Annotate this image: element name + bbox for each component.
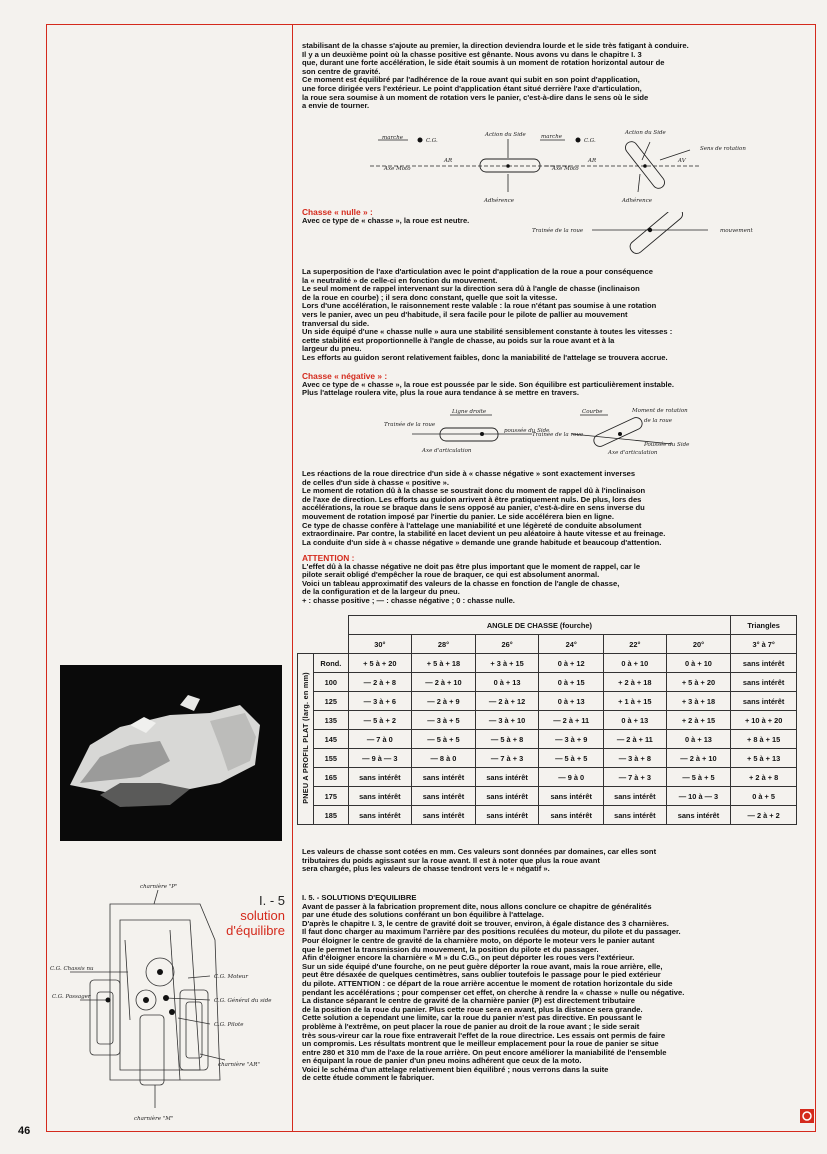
table-cell: + 5 à + 20	[348, 654, 412, 673]
table-cell: — 9 à — 3	[348, 749, 412, 768]
text-line: Ce moment est équilibré par l'adhérence de la roue avant qui subit en son point d'application,	[302, 75, 640, 85]
table-cell: — 2 à + 10	[666, 749, 731, 768]
label-charniere-m: charnière "M"	[134, 1116, 174, 1122]
table-cell: — 5 à + 5	[412, 730, 476, 749]
table-cell: — 2 à + 11	[604, 730, 667, 749]
label-moment-rotation: Moment de rotation	[632, 408, 688, 414]
table-cell: — 3 à + 8	[604, 749, 667, 768]
text-line: Un side équipé d'une « chasse nulle » aura une stabilité sensiblement constante à toutes les vitesses :	[302, 327, 673, 337]
text-line: de la roue en courbe) ; il sera donc constant, quelle que soit la vitesse.	[302, 292, 558, 302]
table-cell: sans intérêt	[539, 787, 604, 806]
table-cell: sans intérêt	[666, 806, 731, 825]
section-heading: ATTENTION :	[302, 553, 355, 563]
label-ar: AR	[444, 158, 453, 164]
table-cell: sans intérêt	[348, 806, 412, 825]
table-cell: sans intérêt	[731, 673, 797, 692]
text-line: que, durant une forte accélération, le side était soumis à un moment de rotation horizontal autour de	[302, 58, 665, 68]
page-number: 46	[18, 1125, 31, 1137]
text-line: Plus l'attelage roulera vite, plus la roue aura tendance à se mettre en travers.	[302, 388, 579, 398]
label-ar: AR	[588, 158, 597, 164]
section-heading: I. 5. - SOLUTIONS D'EQUILIBRE	[302, 893, 417, 902]
table-cell: 0 à + 13	[539, 692, 604, 711]
label-poussee: poussée du Side	[504, 428, 550, 434]
balance-schema	[50, 880, 290, 1130]
caster-angle-table	[297, 615, 797, 825]
angle-header: 28°	[412, 635, 476, 654]
row-label: 125	[314, 692, 348, 711]
text-line: de celles d'un side à chasse « positive ».	[302, 477, 449, 487]
row-label: 100	[314, 673, 348, 692]
text-line: Les efforts au guidon seront relativement faibles, donc la maniabilité de l'attelage se trouvera accrue.	[302, 352, 668, 362]
positive-caster-diagram	[360, 124, 780, 204]
table-cell: — 3 à + 5	[412, 711, 476, 730]
text-line: une force dirigée vers l'extérieur. Le point d'application étant situé derrière l'axe d'articulation,	[302, 83, 642, 93]
table-cell: sans intérêt	[412, 768, 476, 787]
label-axe-articulation: Axe d'articulation	[608, 450, 658, 456]
text-line: tributaires du poids agissant sur la roue avant. Il est à noter que plus la roue avant	[302, 855, 600, 865]
text-line: Afin d'éloigner encore la charnière « M » du C.G., on peut déporter les roues vers l'extérieur.	[302, 953, 635, 963]
table-cell: — 3 à + 10	[475, 711, 539, 730]
text-line: tranversal du side.	[302, 318, 370, 328]
diagram-right	[540, 130, 746, 204]
table-cell: sans intérêt	[348, 787, 412, 806]
text-line: Cette solution a cependant une limite, car la roue du panier n'est pas directive. En poussant le	[302, 1013, 642, 1023]
section-heading: Chasse « négative » :	[302, 371, 388, 381]
table-row	[298, 806, 797, 825]
angle-header: 24°	[539, 635, 604, 654]
table-cell: + 8 à + 15	[731, 730, 797, 749]
table-cell: — 5 à + 5	[539, 749, 604, 768]
label-charniere-p: charnière "P"	[140, 884, 178, 890]
table-cell: sans intérêt	[412, 806, 476, 825]
text-line: entre 280 et 310 mm de l'axe de la roue arrière. On peut encore améliorer la maniabilité de l'ensemble	[302, 1047, 667, 1057]
table-row	[298, 673, 797, 692]
label-ligne-droite: Ligne droite	[452, 409, 487, 415]
text-line: que le permet la transmission du mouvement, la position du pilote et du passager.	[302, 944, 599, 954]
text-line: très sous-vireur car la roue fixe entraverait l'effet de la roue directrice. Les essais ont permis de faire	[302, 1030, 666, 1040]
text-line: Les valeurs de chasse sont cotées en mm. Ces valeurs sont données par domaines, car elles sont	[302, 847, 657, 856]
text-line: de la position de la roue du panier. Plus cette roue sera en avant, plus la distance sera grande.	[302, 1004, 643, 1014]
table-cell: sans intérêt	[604, 787, 667, 806]
text-line: Il faut donc charger au maximum l'arrière par des positions reculées du moteur, du pilote et du passager.	[302, 927, 681, 937]
nulle-body	[302, 268, 812, 363]
row-label: 175	[314, 787, 348, 806]
diagram-left	[370, 132, 570, 204]
text-line: Voici un tableau approximatif des valeurs de la chasse en fonction de l'angle de chasse,	[302, 578, 620, 588]
table-cell: + 2 à + 8	[731, 768, 797, 787]
angle-header: 26°	[475, 635, 539, 654]
text-line: largeur du pneu.	[302, 344, 362, 354]
label-cg-passager: C.G. Passager	[52, 994, 91, 1000]
table-cell: sans intérêt	[412, 787, 476, 806]
table-cell: 0 à + 10	[666, 654, 731, 673]
table-cell: + 3 à + 18	[666, 692, 731, 711]
table-row	[298, 692, 797, 711]
text-line: Ce type de chasse confère à l'attelage une maniabilité et une légèreté de conduite absolument	[302, 520, 642, 530]
text-line: mouvement de rotation imposé par l'inertie du panier. Le side accélérera bien en ligne.	[302, 511, 614, 521]
text-line: par une étude des solutions conférant un bon équilibre à l'attelage.	[302, 910, 544, 920]
table-cell: — 7 à + 3	[604, 768, 667, 787]
label-sens-rotation: Sens de rotation	[700, 146, 746, 152]
text-line: sera chargée, plus les valeurs de chasse tendront vers le « négatif ».	[302, 864, 550, 874]
table-title: ANGLE DE CHASSE (fourche)	[348, 616, 731, 635]
text-line: extraordinaire. Par contre, la stabilité en lacet devient un peu aléatoire à haute vitesse et au freinage.	[302, 529, 666, 539]
label-axe-moto: Axe Moto	[552, 166, 579, 172]
table-cell: — 2 à + 9	[412, 692, 476, 711]
side-title-number: I. - 5	[258, 893, 285, 908]
table-cell: 0 à + 13	[666, 730, 731, 749]
label-marche: marche	[541, 134, 563, 140]
label-courbe: Courbe	[582, 409, 603, 415]
table-cell: sans intérêt	[604, 806, 667, 825]
text-line: Le seul moment de rappel intervenant sur la direction sera dû à l'angle de chasse (inclinaison	[302, 284, 640, 294]
table-cell: sans intérêt	[475, 768, 539, 787]
table-cell: — 8 à 0	[412, 749, 476, 768]
text-line: La distance séparant le centre de gravité de la charnière panier (P) est directement tributaire	[302, 996, 635, 1006]
text-line: accélérations, la roue se braque dans le sens opposé au panier, c'est-à-dire en sens inverse du	[302, 503, 645, 513]
vertical-label-cell	[298, 654, 314, 825]
text-line: pendant les accélérations ; pour compenser cet effet, on cherche à rendre la « chasse » nulle ou négative.	[302, 987, 685, 997]
text-line: en équipant la roue de panier d'un pneu moins adhérent que ceux de la moto.	[302, 1056, 582, 1066]
text-line: Il y a un deuxième point où la chasse positive est gênante. Nous avons vu dans le chapitre I. 3	[302, 49, 642, 59]
row-label: 155	[314, 749, 348, 768]
table-cell: 0 à + 10	[604, 654, 667, 673]
table-cell: — 2 à + 12	[475, 692, 539, 711]
table-cell: sans intérêt	[539, 806, 604, 825]
table-cell: + 2 à + 18	[604, 673, 667, 692]
text-line: son centre de gravité.	[302, 66, 381, 76]
angle-header: 20°	[666, 635, 731, 654]
table-row	[298, 787, 797, 806]
label-adherence: Adhérence	[484, 198, 515, 204]
text-line: Lors d'une accélération, le raisonnement reste valable : la roue n'étant pas soumise à une rotation	[302, 301, 657, 311]
table-cell: 0 à + 12	[539, 654, 604, 673]
row-label: 145	[314, 730, 348, 749]
text-line: L'effet dû à la chasse négative ne doit pas être plus important que le moment de rappel, car le	[302, 561, 641, 571]
table-cell: 0 à + 13	[475, 673, 539, 692]
table-cell: 0 à + 13	[604, 711, 667, 730]
table-cell: + 2 à + 15	[666, 711, 731, 730]
table-row	[298, 711, 797, 730]
table-cell: — 5 à + 5	[666, 768, 731, 787]
table-cell: — 9 à 0	[539, 768, 604, 787]
label-cg-general: C.G. Général du side	[214, 998, 272, 1004]
text-line: D'après le chapitre I. 3, le centre de gravité doit se trouver, environ, à égale distance des 3 charnières.	[302, 918, 669, 928]
table-row	[298, 730, 797, 749]
solutions-section	[302, 894, 812, 1083]
text-line: Voici le schéma d'un attelage relativement bien équilibré ; nous verrons dans la suite	[302, 1064, 609, 1074]
label-cg-chassis: C.G. Chassis nu	[50, 966, 94, 972]
text-line: Avec ce type de « chasse », la roue est poussée par le side. Son équilibre est particulièrement instable.	[302, 379, 674, 389]
text-line: pilote serait obligé d'empêcher la roue de braquer, ce qui est absolument anormal.	[302, 570, 600, 580]
text-line: a envie de tourner.	[302, 101, 370, 111]
text-line: La conduite d'un side à « chasse négative » demande une grande habitude et beaucoup d'attention.	[302, 537, 662, 547]
table-row	[298, 768, 797, 787]
label-axe-moto: Axe Moto	[384, 166, 411, 172]
label-cg-moteur: C.G. Moteur	[214, 974, 249, 980]
label-cg: C.G.	[426, 138, 438, 144]
angle-header: 30°	[348, 635, 412, 654]
negative-caster-diagram	[382, 404, 732, 459]
label-action-side: Action du Side	[625, 130, 666, 136]
diagram-courbe	[532, 408, 690, 456]
side-title-line: solution	[240, 908, 285, 923]
text-line: Sur un side équipé d'une fourche, on ne peut guère déporter la roue avant, mais la roue arrière, elle,	[302, 961, 663, 971]
table-row	[298, 749, 797, 768]
text-line: la « neutralité » de celle-ci en fonction du mouvement.	[302, 275, 498, 285]
text-line: Avec ce type de « chasse », la roue est neutre.	[302, 215, 470, 225]
table-cell: — 2 à + 11	[539, 711, 604, 730]
table-cell: — 3 à + 6	[348, 692, 412, 711]
vertical-label: PNEU A PROFIL PLAT (larg. en mm)	[301, 672, 311, 804]
text-line: du pilote. ATTENTION : ce départ de la roue arrière accentue le moment de rotation horizontale du side	[302, 978, 673, 988]
label-trainee: Trainée de la roue	[384, 422, 436, 428]
table-cell: + 5 à + 20	[666, 673, 731, 692]
column-separator	[292, 24, 293, 1132]
text-line: + : chasse positive ; — : chasse négative ; 0 : chasse nulle.	[302, 595, 515, 605]
text-line: Les réactions de la roue directrice d'un side à « chasse négative » sont exactement inverses	[302, 469, 636, 478]
table-cell: sans intérêt	[348, 768, 412, 787]
label-poussee: Poussée du Side	[644, 442, 690, 448]
table-cell: sans intérêt	[475, 787, 539, 806]
label-av: AV	[678, 158, 686, 164]
table-cell: 0 à + 15	[539, 673, 604, 692]
table-cell: — 5 à + 2	[348, 711, 412, 730]
table-cell: — 3 à + 9	[539, 730, 604, 749]
table-cell: — 10 à — 3	[666, 787, 731, 806]
text-line: Avant de passer à la fabrication proprement dite, nous allons conclure ce chapitre de généralités	[302, 901, 652, 911]
diagram-ligne-droite	[384, 409, 550, 454]
text-line: un compromis. Les résultats montrent que le meilleur emplacement pour la roue de panier se situe	[302, 1039, 659, 1049]
text-line: cette stabilité est proportionnelle à l'angle de chasse, au poids sur la roue avant et à la	[302, 335, 615, 345]
text-line: Pour éloigner le centre de gravité de la charnière moto, on déporte le moteur vers le panier autant	[302, 935, 655, 945]
table-cell: — 2 à + 10	[412, 673, 476, 692]
angle-header: 22°	[604, 635, 667, 654]
label-marche: marche	[382, 135, 404, 141]
label-trainee: Trainée de la roue	[532, 228, 584, 234]
text-line: vers le panier, avec un peu d'habitude, il sera facile pour le pilote de pallier au mouvement	[302, 309, 628, 319]
text-line: problème à l'extrême, on peut placer la roue de panier au droit de la roue avant ; le side serait	[302, 1021, 640, 1031]
negative-body	[302, 470, 812, 547]
neutral-caster-diagram	[528, 212, 768, 262]
table-cell: sans intérêt	[731, 692, 797, 711]
text-line: peut être désaxée de quelques centimètres, sans oublier toutefois le passage pour le pied extérieur	[302, 970, 661, 980]
text-line: de l'axe de direction. Les efforts au guidon arrivent à être pratiquement nuls. De plus, lors des	[302, 494, 642, 504]
table-cell: + 5 à + 13	[731, 749, 797, 768]
table-cell: + 3 à + 15	[475, 654, 539, 673]
table-cell: + 5 à + 18	[412, 654, 476, 673]
text-line: La superposition de l'axe d'articulation avec le point d'application de la roue a pour conséquence	[302, 267, 654, 276]
text-line: de la configuration et de la largeur du pneu.	[302, 587, 460, 597]
sidecar-photo	[60, 665, 282, 841]
table-cell: — 5 à + 8	[475, 730, 539, 749]
intro-paragraph	[302, 42, 812, 111]
side-title-line: d'équilibre	[226, 923, 285, 938]
label-adherence: Adhérence	[622, 198, 653, 204]
label-trainee: Trainée de la roue	[532, 432, 584, 438]
row-label: 135	[314, 711, 348, 730]
attention-block	[302, 554, 812, 606]
table-triangles-title: Triangles	[731, 616, 797, 635]
table-cell: + 1 à + 15	[604, 692, 667, 711]
table-row	[298, 654, 797, 673]
after-table-paragraph	[302, 848, 812, 874]
label-mouvement: mouvement	[720, 228, 753, 234]
table-cell: sans intérêt	[731, 654, 797, 673]
label-axe-articulation: Axe d'articulation	[422, 448, 472, 454]
table-cell: — 7 à + 3	[475, 749, 539, 768]
label-de-la-roue: de la roue	[644, 418, 673, 424]
table-cell: — 2 à + 2	[731, 806, 797, 825]
row-label: 185	[314, 806, 348, 825]
text-line: Le moment de rotation dû à la chasse se soustrait donc du moment de rappel dû à l'inclinaison	[302, 486, 646, 496]
label-cg-pilote: C.G. Pilote	[214, 1022, 244, 1028]
publisher-logo-icon	[800, 1109, 814, 1123]
row-label: Rond.	[314, 654, 348, 673]
table-cell: 0 à + 5	[731, 787, 797, 806]
text-line: la roue sera soumise à un moment de rotation vers le panier, c'est-à-dire dans le sens où le side	[302, 92, 649, 102]
text-line: de cette étude comment le fabriquer.	[302, 1073, 435, 1083]
label-action-side: Action du Side	[485, 132, 526, 138]
negative-intro	[302, 372, 812, 398]
label-cg: C.G.	[584, 138, 596, 144]
table-cell: + 10 à + 20	[731, 711, 797, 730]
table-cell: — 7 à 0	[348, 730, 412, 749]
text-line: stabilisant de la chasse s'ajoute au premier, la direction deviendra lourde et le side très fatigant à conduire.	[302, 41, 689, 50]
angle-header: 3° à 7°	[731, 635, 797, 654]
table-cell: — 2 à + 8	[348, 673, 412, 692]
row-label: 165	[314, 768, 348, 787]
label-charniere-ar: charnière "AR"	[218, 1062, 260, 1068]
section-heading: Chasse « nulle » :	[302, 207, 373, 217]
table-cell: sans intérêt	[475, 806, 539, 825]
